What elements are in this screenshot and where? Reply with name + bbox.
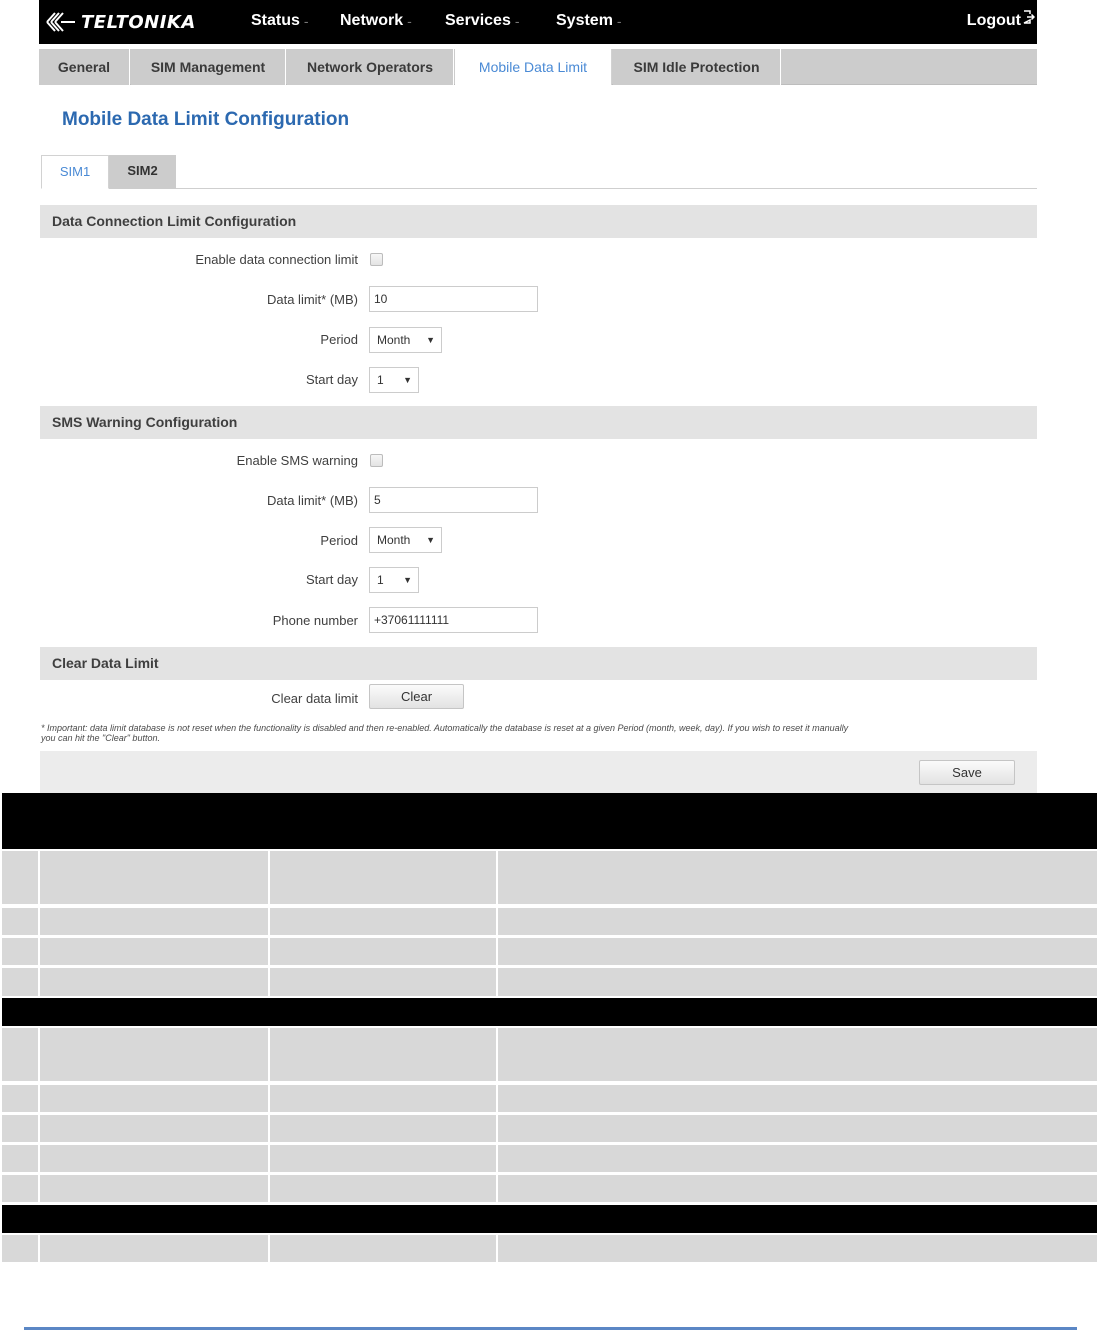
table-row <box>2 938 1097 965</box>
period-select[interactable] <box>369 327 442 353</box>
table-cell <box>498 908 1097 935</box>
table-cell <box>498 1115 1097 1142</box>
table-cell <box>270 1028 496 1081</box>
sms-period-label: Period <box>320 533 358 548</box>
important-note-line-1: * Important: data limit database is not reset when the functionality is disabled and then re-enabled. Automatically the database is reset at a given Period (month, week, day). If you wish to reset it manually <box>41 723 849 733</box>
table-cell <box>40 1085 268 1112</box>
teltonika-logo[interactable] <box>45 10 196 34</box>
logout-label: Logout <box>966 12 1021 29</box>
table-cell <box>270 1085 496 1112</box>
table-cell <box>40 908 268 935</box>
table-cell <box>2 1235 38 1262</box>
table-row <box>2 1235 1097 1262</box>
phone-number-input[interactable]: +37061111111 <box>369 607 538 633</box>
table-cell <box>270 851 496 904</box>
table-cell <box>2 908 38 935</box>
save-button[interactable]: Save <box>919 760 1015 785</box>
table-cell <box>270 1235 496 1262</box>
enable-sms-warning-checkbox[interactable] <box>370 454 383 467</box>
table-cell <box>40 851 268 904</box>
table-cell <box>2 851 38 904</box>
tab-general[interactable]: General <box>39 49 130 85</box>
table-cell <box>270 1175 496 1202</box>
table-cell <box>2 1115 38 1142</box>
table-cell <box>40 1235 268 1262</box>
sms-start-day-value: 1 <box>377 573 384 587</box>
footer-divider <box>24 1327 1077 1330</box>
period-value: Month <box>377 333 411 347</box>
table-cell <box>270 908 496 935</box>
logout-icon <box>1023 10 1035 24</box>
clear-button[interactable]: Clear <box>369 684 464 709</box>
section-header-sms-warning: SMS Warning Configuration <box>40 406 1037 439</box>
period-label: Period <box>320 332 358 347</box>
sms-period-value: Month <box>377 533 411 547</box>
table-cell <box>40 968 268 996</box>
table-row <box>2 851 1097 904</box>
table-cell <box>2 1175 38 1202</box>
section-header-data-connection: Data Connection Limit Configuration <box>40 205 1037 238</box>
table-row <box>2 1115 1097 1142</box>
tab-mobile-data-limit[interactable]: Mobile Data Limit <box>455 49 612 85</box>
sub-tabs <box>39 49 1037 85</box>
dropdown-arrow-icon: ▼ <box>426 535 435 545</box>
table-row <box>2 1028 1097 1081</box>
table-cell <box>270 938 496 965</box>
page-title: Mobile Data Limit Configuration <box>62 109 350 130</box>
top-navigation-bar <box>39 0 1037 44</box>
table-cell <box>498 968 1097 996</box>
dropdown-arrow-icon: ▼ <box>403 575 412 585</box>
table-header-cell <box>270 821 496 849</box>
table-row <box>2 1145 1097 1172</box>
brand-name: TELTONIKA <box>81 11 196 33</box>
enable-sms-warning-label: Enable SMS warning <box>236 453 358 468</box>
table-cell <box>2 1028 38 1081</box>
table-cell <box>498 1175 1097 1202</box>
save-bar <box>40 751 1037 793</box>
table-cell <box>2 938 38 965</box>
logout-button[interactable] <box>967 12 1035 30</box>
table-cell <box>40 938 268 965</box>
table-row <box>2 1085 1097 1112</box>
table-section-row <box>2 1205 1097 1233</box>
data-limit-label: Data limit* (MB) <box>266 292 358 307</box>
start-day-value: 1 <box>377 373 384 387</box>
chevron-down-icon: - <box>303 13 309 29</box>
dropdown-arrow-icon: ▼ <box>403 375 412 385</box>
sms-start-day-select[interactable] <box>369 567 419 593</box>
start-day-select[interactable] <box>369 367 419 393</box>
menu-status-label: Status <box>251 12 300 29</box>
enable-data-limit-checkbox[interactable] <box>370 253 383 266</box>
table-cell <box>270 1145 496 1172</box>
enable-data-limit-label: Enable data connection limit <box>195 252 358 267</box>
menu-network-label: Network <box>340 12 404 29</box>
tab-sim2[interactable]: SIM2 <box>109 155 176 189</box>
menu-system[interactable] <box>556 12 622 30</box>
dropdown-arrow-icon: ▼ <box>426 335 435 345</box>
table-section-row <box>2 998 1097 1026</box>
table-cell <box>2 968 38 996</box>
sms-data-limit-input[interactable]: 5 <box>369 487 538 513</box>
table-cell <box>498 1235 1097 1262</box>
data-limit-input[interactable]: 10 <box>369 286 538 312</box>
sms-period-select[interactable] <box>369 527 442 553</box>
table-cell <box>40 1145 268 1172</box>
chevron-down-icon: - <box>616 13 622 29</box>
sms-data-limit-label: Data limit* (MB) <box>266 493 358 508</box>
table-header-cell <box>40 821 268 849</box>
sim-tabs-divider <box>41 188 1037 189</box>
menu-status[interactable] <box>251 12 309 30</box>
table-header-cell <box>2 821 38 849</box>
section-header-clear-data-limit: Clear Data Limit <box>40 647 1037 680</box>
table-cell <box>40 1028 268 1081</box>
table-cell <box>40 1175 268 1202</box>
tab-sim-management[interactable]: SIM Management <box>131 49 286 85</box>
important-note <box>41 723 1037 743</box>
important-note-line-2: you can hit the "Clear" button. <box>41 733 160 743</box>
tab-network-operators[interactable]: Network Operators <box>287 49 454 85</box>
table-header-cell <box>498 821 1097 849</box>
table-cell <box>2 1145 38 1172</box>
chevron-down-icon: - <box>407 13 412 29</box>
table-row <box>2 908 1097 935</box>
table-cell <box>498 1028 1097 1081</box>
tab-sim1[interactable]: SIM1 <box>41 155 109 189</box>
clear-data-limit-label: Clear data limit <box>271 691 358 706</box>
table-cell <box>498 851 1097 904</box>
menu-services[interactable] <box>445 12 520 30</box>
teltonika-swirl-icon <box>45 10 79 34</box>
menu-network[interactable] <box>340 12 412 30</box>
chevron-down-icon: - <box>514 13 520 29</box>
table-cell <box>270 1115 496 1142</box>
sms-start-day-label: Start day <box>305 572 358 587</box>
table-cell <box>270 968 496 996</box>
menu-system-label: System <box>556 12 613 29</box>
table-cell <box>40 1115 268 1142</box>
table-row <box>2 968 1097 996</box>
table-cell <box>2 1085 38 1112</box>
table-section-row <box>2 793 1097 821</box>
table-cell <box>498 1085 1097 1112</box>
table-row <box>2 1175 1097 1202</box>
table-cell <box>498 938 1097 965</box>
phone-number-label: Phone number <box>272 613 358 628</box>
menu-services-label: Services <box>445 12 511 29</box>
table-cell <box>498 1145 1097 1172</box>
table-header-row <box>2 821 1097 849</box>
start-day-label: Start day <box>305 372 358 387</box>
tab-sim-idle-protection[interactable]: SIM Idle Protection <box>613 49 781 85</box>
